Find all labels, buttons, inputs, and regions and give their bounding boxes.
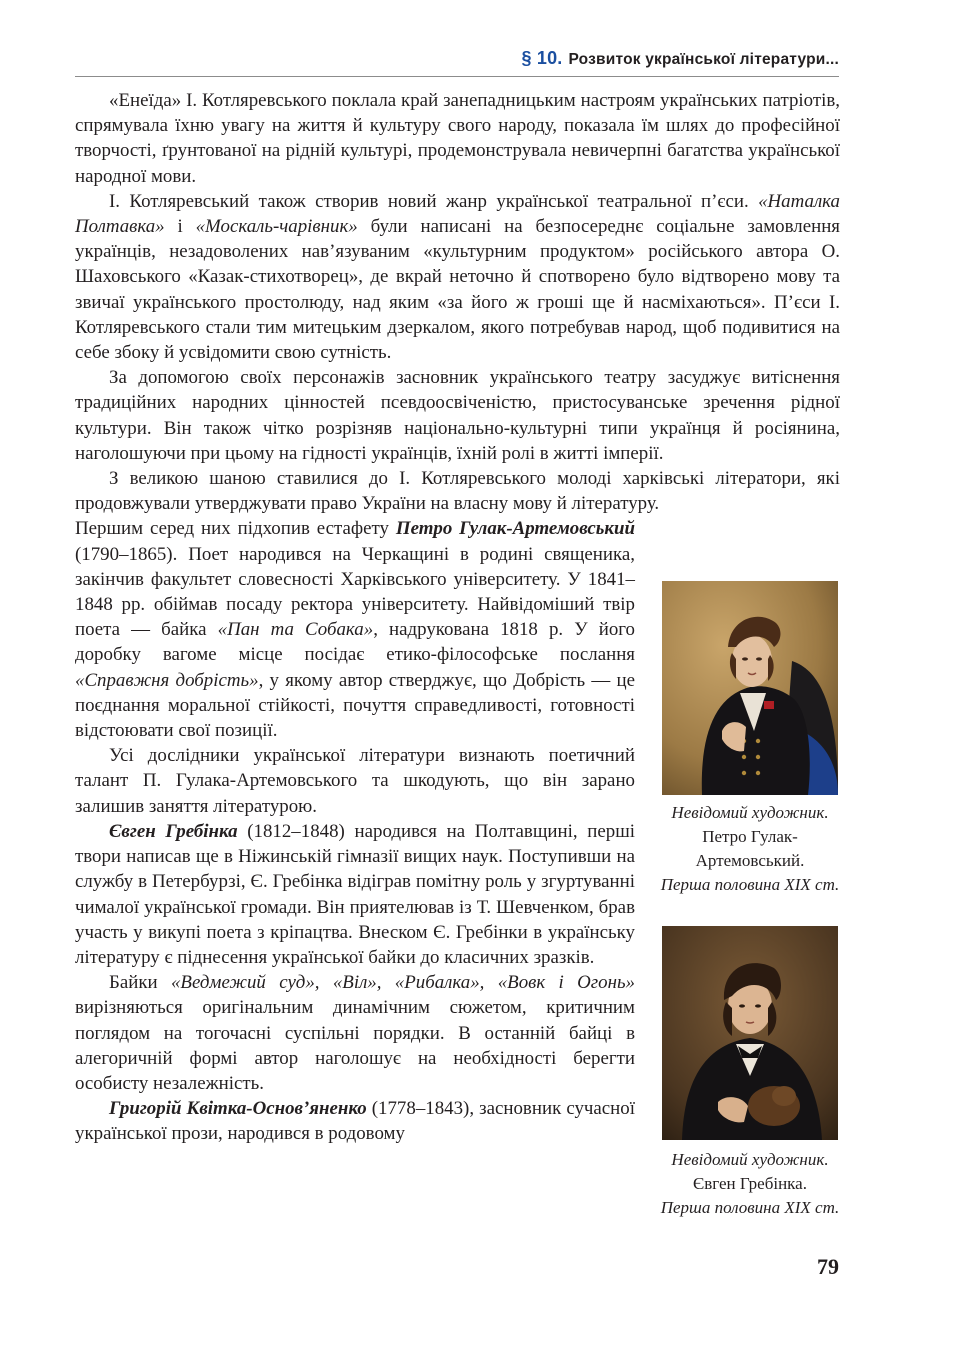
paragraph-kharkiv: З великою шаною ставилися до І. Котляревського молоді харківські літератори, які продовжували утверджувати право України на власну мову й літературу. (75, 468, 840, 515)
caption-hulak-artemovsky: Невідомий художник. Петро Гулак-Артемовський. Перша половина XIX ст. (660, 803, 840, 894)
paragraph-researchers: Усі дослідники української літератури визнають поетичний талант П. Гулака-Артемовського та шкодують, що він зарано залишив заняття літературою. (75, 745, 635, 817)
play-title-natalka: «Наталка Полтавка» (75, 190, 840, 238)
section-title: Розвиток української літератури... (568, 51, 839, 68)
paragraph-fables: Байки «Ведмежий суд», «Віл», «Рибалка», «Вовк і Огонь» вирізняються оригінальним динамічним сюжетом, критичним поглядом на тогочасні суспільні порядки. В останній байці в алегоричній формі автор наголошує на необхідності берегти особисту незалежність. (75, 972, 635, 1094)
work-title-dobrist: «Справжня добрість» (75, 669, 259, 691)
work-title-pan-ta-sobaka: «Пан та Собака» (217, 619, 374, 641)
running-head (521, 48, 839, 69)
portrait-hrebinka (662, 926, 838, 1140)
paragraph-eneida: «Енеїда» І. Котляревського поклала край занепадницьким настроям українських патріотів, спрямувала їхню увагу на життя й культуру свого народу, показала їм шлях до професійної творчості, ґрунтованої на рідній культурі, продемонструвала невичерпні багатства української народної мови. (75, 90, 840, 187)
portrait-hulak-artemovsky (662, 581, 838, 795)
header-rule (75, 76, 839, 77)
wrapped-text-zone (75, 516, 635, 1146)
paragraph-hrebinka: Євген Гребінка (1812–1848) народився на Полтавщині, перші твори написав ще в Ніжинській гімназії вищих наук. Поступивши на службу в Петербурзі, Є. Гребінка відіграв помітну роль у згуртуванні чималої української громади. Він приятелював із Т. Шевченком, брав участь у викупі поета з кріпацтва. Внеском Є. Гребінки в українську літературу є піднесення української байки до класичних зразків. (75, 820, 635, 968)
play-title-moskal: «Москаль-чарівник» (195, 216, 358, 238)
caption-hrebinka: Невідомий художник. Євген Гребінка. Перша половина XIX ст. (660, 1150, 840, 1217)
paragraph-characters: За допомогою своїх персонажів засновник українського театру засуджує витіснення традиційних народних цінностей псевдоосвіченістю, пристосуванське зречення рідної культури. Він також чітко розрізняв національно-культурні типи українця й росіянина, наголошуючи при цьому на гідності українців, їхній ролі в житті імперії. (75, 367, 840, 464)
author-name-hrebinka: Євген Гребінка (109, 820, 238, 842)
fable-titles: «Ведмежий суд», «Віл», «Рибалка», «Вовк і Огонь» (170, 972, 635, 994)
section-number: § 10. (521, 48, 563, 68)
page-number: 79 (817, 1254, 839, 1279)
author-name-kvitka: Григорій Квітка-Основ’яненко (109, 1098, 367, 1120)
paragraph-new-genre: І. Котляревський також створив новий жанр української театральної п’єси. «Наталка Полтавка» і «Москаль-чарівник» були написані на безпосереднє соціальне замовлення українців, незадоволених нав’язуваним «культурним продуктом» російського автора О. Шаховського «Казак-стихотворец», де вкрай неточно й спотворено було відтворено мову та звичаї українського простолюду, над яким «за його ж гроші ще й насміхаються». П’єси І. Котляревського стали тим митецьким дзеркалом, якого потребував народ, щоб подивитися на себе збоку й усвідомити свою сутність. (75, 190, 840, 364)
paragraph-hulak: Першим серед них підхопив естафету Петро Гулак-Артемовський (1790–1865). Поет народився на Черкащині в родині священика, закінчив факультет словесності Харківського університету. У 1841–1848 рр. обіймав посаду ректора університету. Найвідоміший твір поета — байка «Пан та Собака», надрукована 1818 р. У його доробку вагоме місце посідає етико-філософське послання «Справжня добрість», у якому автор стверджує, що Добрість — це поєднання моральної стійкості, почуття справедливості, готовності відстоювати свої позиції. (75, 518, 635, 742)
paragraph-kvitka: Григорій Квітка-Основ’яненко (1778–1843), засновник сучасної української прози, народився в родовому (75, 1098, 635, 1145)
author-name-hulak: Петро Гулак-Артемовський (395, 518, 635, 540)
